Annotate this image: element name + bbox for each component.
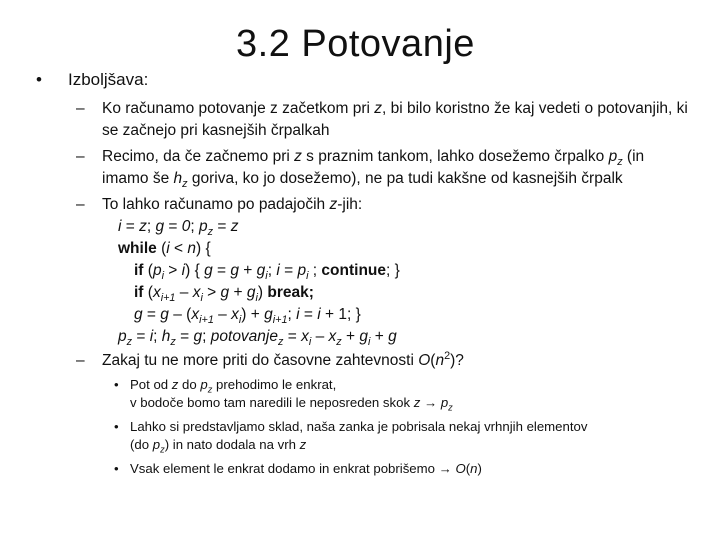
code-line-6: $p_z = i$; $h_z = g$; potovanje$_z$ = $x_i - x_z + g_i + g$ <box>118 328 397 349</box>
code-line-4: if $(x_{i+1} - x_i > g + g_i)$ break; <box>134 284 314 305</box>
bullet-dot-icon: • <box>114 419 119 434</box>
dash-text-3: To lahko računamo po padajočih z-jih: <box>102 196 363 213</box>
slide-title: 3.2 Potovanje <box>236 23 475 65</box>
dash-icon: – <box>76 352 85 369</box>
bullet-dot-icon: • <box>36 70 42 89</box>
main-bullet-text: Izboljšava: <box>68 70 149 89</box>
code-line-3: if $(p_i > i)$ { $g = g + g_i$; $i = p_i$ ; continue; } <box>134 262 400 283</box>
sub-bullet-text-2: Lahko si predstavljamo sklad, naša zanka je pobrisala nekaj vrhnjih elementov (do $p_z$) in nato dodala na vrh z <box>130 419 588 455</box>
dash-icon: – <box>76 196 85 213</box>
dash-icon: – <box>76 100 85 117</box>
code-line-2: while (i < n) { <box>118 240 211 257</box>
code-line-1: i = z; g = 0; $p_z = z$ <box>118 218 239 239</box>
dash-icon: – <box>76 148 85 165</box>
dash-text-1: Ko računamo potovanje z začetkom pri z, bi bilo koristno že kaj vedeti o potovanjih, ki se začnejo pri kasnejših črpalkah <box>102 100 688 139</box>
code-line-5: $g = g - (x_{i+1} - x_i) + g_{i+1}$; i = i + 1; } <box>134 306 361 327</box>
bullet-dot-icon: • <box>114 461 119 476</box>
bullet-dot-icon: • <box>114 377 119 392</box>
dash-text-2: Recimo, da če začnemo pri z s praznim tankom, lahko dosežemo črpalko $p_z$ (in imamo še $h_z$ goriva, ko jo dosežemo), ne pa tudi kakšne od kasnejših črpalk <box>102 148 645 190</box>
sub-bullet-text-3: Vsak element le enkrat dodamo in enkrat pobrišemo → O(n) <box>130 461 482 476</box>
dash-text-4: Zakaj tu ne more priti do časovne zahtevnosti $O(n^2)$? <box>102 349 464 369</box>
sub-bullet-text-1: Pot od z do $p_z$ prehodimo le enkrat, v bodoče bomo tam naredili le neposreden skok $z \to p_z$ <box>130 377 453 413</box>
